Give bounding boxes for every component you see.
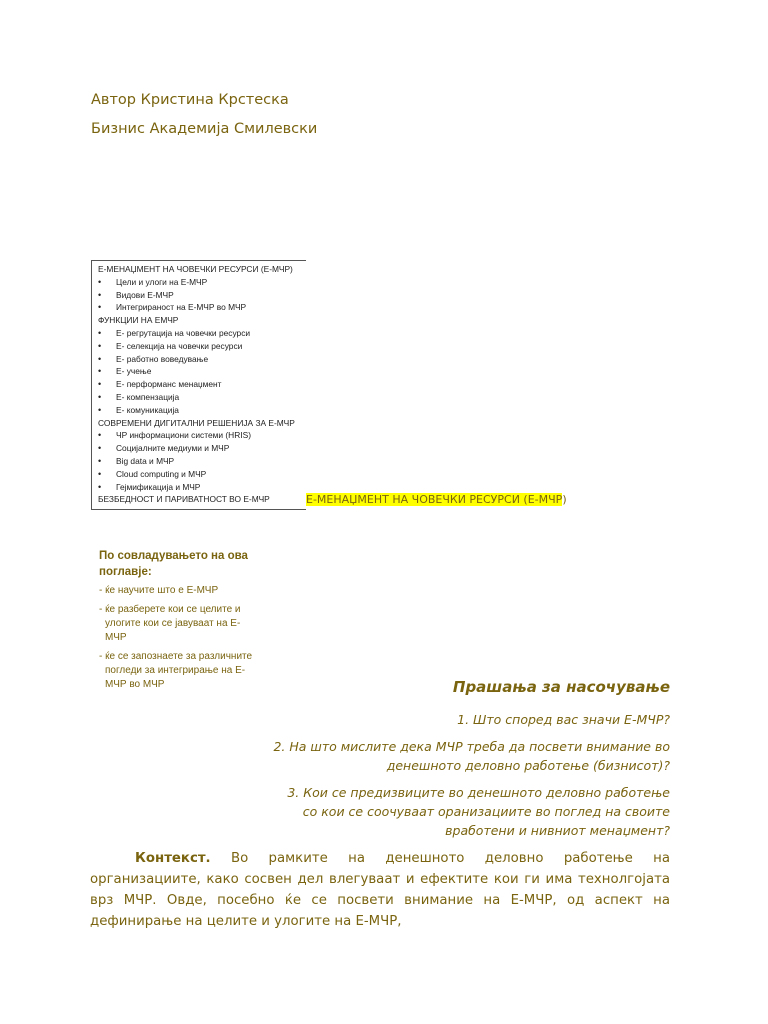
bullet-icon — [98, 353, 116, 365]
bullet-icon — [98, 429, 116, 441]
toc-text: Е- учење — [116, 366, 152, 377]
objectives-heading: По совладувањето на ова поглавје: — [99, 550, 248, 578]
guiding-questions — [270, 678, 670, 848]
toc-text: Cloud computing и МЧР — [116, 468, 207, 479]
question-item: 3. Кои се предизвиците во денешното деловно работење со кои се соочуваат оранизациите во поглед на своите вработени и нивниот менаџмент? — [287, 785, 670, 838]
toc-text: Е- перформанс менаџмент — [116, 379, 222, 390]
toc-bullet-item — [98, 365, 151, 377]
toc-bullet-item — [98, 481, 200, 493]
toc-section-heading — [98, 263, 293, 275]
toc-bullet-item — [98, 340, 242, 352]
toc-text: Гејмификација и МЧР — [116, 481, 201, 492]
toc-text: Цели и улоги на Е-МЧР — [116, 276, 208, 287]
bullet-icon — [98, 340, 116, 352]
context-paragraph — [90, 848, 670, 932]
toc-text: БЕЗБЕДНОСТ И ПАРИВАТНОСТ ВО Е-МЧР — [98, 494, 270, 505]
author-line: Автор Кристина Крстеска — [91, 92, 289, 108]
question-item: 2. На што мислите дека МЧР треба да посвети внимание во денешното деловно работење (бизнисот)? — [273, 739, 670, 773]
toc-bullet-item — [98, 301, 246, 313]
section-title-highlighted: Е-МЕНАЏМЕНТ НА ЧОВЕЧКИ РЕСУРСИ (Е-МЧР — [306, 493, 563, 506]
bullet-icon — [98, 468, 116, 480]
toc-text: Е- регрутација на човечки ресурси — [116, 328, 251, 338]
bullet-icon — [98, 276, 116, 288]
context-text: Во рамките на денешното деловно работење на организациите, како сосвен дел влегуваат и ефектите кои ги има технолгојата врз МЧР. Овде, посебно ќе се посвети внимание на Е-МЧР, од аспект на дефинирање на целите и улогите на Е-МЧР, — [90, 851, 670, 929]
toc-bullet-item — [98, 455, 174, 467]
context-label: Контекст. — [135, 851, 211, 866]
bullet-icon — [98, 301, 116, 313]
toc-section-heading — [98, 314, 178, 326]
section-title-tail: ) — [562, 493, 567, 506]
toc-bullet-item — [98, 442, 229, 454]
toc-bullet-item — [98, 276, 207, 288]
objective-item: - ќе се запознаете за различните погледи за интегрирање на Е-МЧР во МЧР — [99, 651, 253, 690]
toc-bullet-item — [98, 391, 179, 403]
toc-bullet-item — [98, 289, 174, 301]
bullet-icon — [98, 404, 116, 416]
bullet-icon — [98, 455, 116, 467]
toc-bullet-item — [98, 429, 251, 441]
bullet-icon — [98, 327, 116, 339]
toc-text: СОВРЕМЕНИ ДИГИТАЛНИ РЕШЕНИЈА ЗА Е-МЧР — [98, 417, 295, 428]
objectives-box — [99, 548, 259, 697]
question-item: 1. Што според вас значи Е-МЧР? — [457, 712, 670, 727]
toc-section-heading — [98, 417, 295, 429]
toc-text: ФУНКЦИИ НА ЕМЧР — [98, 315, 179, 326]
questions-heading: Прашања за насочување — [452, 678, 670, 696]
bullet-icon — [98, 481, 116, 493]
toc-text: Е- комуникација — [116, 404, 179, 415]
table-of-contents — [91, 260, 306, 510]
toc-text: ЧР информациони системи (HRIS) — [116, 430, 251, 441]
bullet-icon — [98, 289, 116, 301]
toc-text: Видови Е-МЧР — [116, 289, 174, 300]
toc-text: Е- компензација — [116, 392, 180, 402]
objective-item: - ќе разберете кои се целите и улогите кои се јавуваат на Е-МЧР — [99, 604, 241, 643]
bullet-icon — [98, 391, 116, 403]
toc-bullet-item — [98, 353, 208, 365]
toc-section-heading — [98, 493, 270, 505]
toc-bullet-item — [98, 468, 206, 480]
bullet-icon — [98, 365, 116, 377]
bullet-icon — [98, 378, 116, 390]
toc-text: Е-МЕНАЏМЕНТ НА ЧОВЕЧКИ РЕСУРСИ (Е-МЧР) — [98, 264, 293, 274]
academy-line: Бизнис Академија Смилевски — [91, 121, 318, 137]
objective-item: - ќе научите што е Е-МЧР — [99, 585, 219, 596]
toc-text: Социјалните медиуми и МЧР — [116, 443, 230, 454]
toc-bullet-item — [98, 404, 179, 416]
section-title — [306, 493, 567, 506]
toc-text: Big data и МЧР — [116, 456, 175, 466]
toc-text: Интегрираност на Е-МЧР во МЧР — [116, 302, 247, 313]
toc-text: Е- работно воведување — [116, 353, 209, 364]
toc-bullet-item — [98, 378, 222, 390]
bullet-icon — [98, 442, 116, 454]
toc-bullet-item — [98, 327, 250, 339]
toc-text: Е- селекција на човечки ресурси — [116, 340, 243, 351]
